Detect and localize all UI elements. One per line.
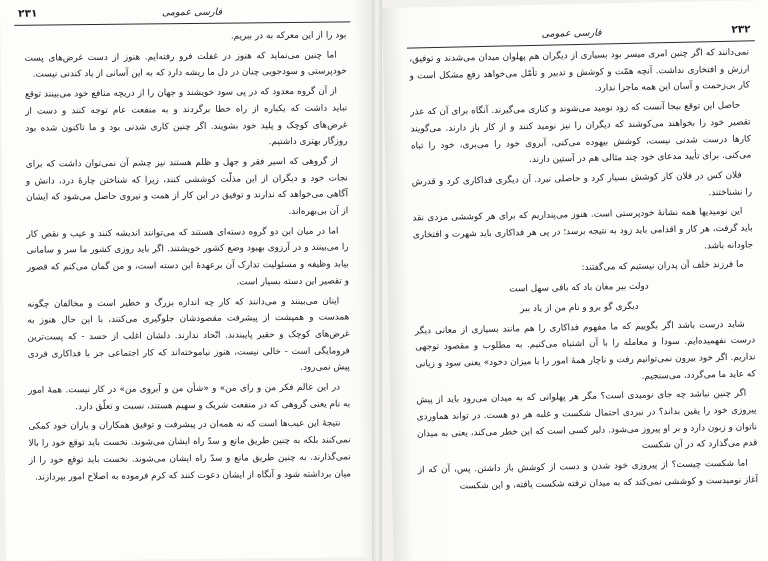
left-page — [0, 0, 378, 561]
paragraph: در این عالم فکر من و رای من» و «شأن من و آبروی من» در کار نیست. همهٔ امور به نام یعنی گروهی که در منفعت شریک و سهیم هستند، نسبت و تعلّق دارد. — [28, 382, 351, 413]
paragraph: اینان می‌بینند و می‌دانند که کار چه اندازه بزرگ و خطیر است و مخالفان چگونه همدست و همپشت از پیشرفت مقصودشان جلوگیری می‌کنند، با این حال هنوز به غرض‌های کوچک و حقیر پایبندند. اتّحاد ندارند. دلشان اغلب از حسد - که پست‌ترین فرومایگی است - خالی نیست، هنوز نیاموخته‌اند که کار اجتماعی جز با فداکاری فردی پیش نمی‌رود. — [27, 296, 350, 374]
verse-intro: ما فرزند خلف آن پدران نیستیم که می‌گفتند: — [581, 260, 744, 274]
paragraph: از آن گروه معدود که در پی سود خویشند و جهان را از دریچه منافع خود می‌بینند توقع نباید داشت که یکباره از راه خطا برگردند و به منفعت عام توجه کنند و دست از غرض‌های کوچک و پلید خود بشویند. اگر چنین کاری شدنی بود و ما تاکنون شده بود روزگار بهتری داشتیم. — [24, 86, 348, 148]
page-number-left: ۲۳۱ — [18, 7, 38, 20]
paragraph: اما در میان این دو گروه دسته‌ای هستند که می‌توانند اندیشه کنند و عیب و نقص کار را می‌بینند و در آرزوی بهبود وضع کشور خویشتند. اگر باید روزی کشور ما سر و سامانی بیابد وظیفه و مسئولیت تدارک آن برعهدهٔ این دسته است، و من گمان می‌کنم که قصور و تقصیر این دسته بسیار است. — [26, 226, 350, 288]
verse-line: دولت بیر مغان باد که باقی سهل است — [509, 281, 649, 295]
paragraph: نتیجهٔ این عیب‌ها است که نه همه‌ان در پیشرفت و توفیق همکاران و یاران خود کمکی نمی‌کنند بلکه به چنین طریق مانع و سدّ راه ایشان می‌شوند. نخست باید توقع خود را بالا نمی‌گذارند. به چنین طریق مانع و سدّ راه ایشان می‌شوند. نخست باید توقع خود را از میان برداشته شود و آنگاه از ایشان دعوت کنند که کرم فرموده به اصلاح امور بپردازند. — [28, 418, 352, 483]
paragraph: این نومیدیها همه نشانهٔ خودپرستی است. هنوز می‌پنداریم که برای هر کوششی مزدی نقد باید گرفت، هر کار و اقدامی باید زود به نتیجه برسد؛ در پی هر فداکاری باید شهرت و افتخاری جاودانه باشد. — [412, 206, 754, 252]
paragraph: اما شکست چیست؟ از پیروزی خود شدن و دست از کوشش باز داشتن. پس، آن که از آغاز نومیدست و کوششی نمی‌کند که به میدان ترفته شکست یافته، و این شکست — [417, 458, 759, 492]
paragraph: حاصل این توقع بیجا آنست که زود نومید می‌شوند و کناری می‌گیرند. آنگاه برای آن که عذر تقصیر خود را بخواهند می‌کوشند که دیگران را نیز نومید کنند و از کار باز دارند. می‌گویند کارها درست شدنی نیست، کوشش بیهوده می‌کنی، آبروی خود را می‌بری، خود را تباه می‌کنی. برای تأیید مدعای خود چند مثالی هم در آستین دارند. — [410, 100, 752, 166]
paragraph: اما چنین می‌نماید که هنوز در غفلت فرو رفته‌ایم. هنوز از دست غرض‌های پست خودپرستی و سودجویی چنان در دل ما ریشه دارد که به این آسانی از یاد کندنی نیست. — [24, 50, 347, 81]
running-title-right: فارسی عمومی — [541, 27, 602, 40]
paragraph: از گروهی که اسیر فقر و جهل و ظلم هستند نیز چشم آن نمی‌توان داشت که برای نجات خود و دیگران از این مذلّت کوششی کنند، زیرا که شناختن چارهٔ درد، دانش و آگاهی می‌خواهد که ندارند و توفیق در این کار از همت و نیروی حاصل می‌شود که ایشان از آن بی‌بهره‌اند. — [25, 156, 349, 218]
left-page-body — [24, 27, 351, 489]
paragraph: فلان کس در فلان کار کوشش بسیار کرد و حاصلی نبرد. آن دیگری فداکاری کرد و قدرش را نشناختند. — [411, 170, 753, 198]
paragraph: بود را از این معرکه به در ببریم. — [230, 30, 347, 42]
running-title-left: فارسی عمومی — [161, 6, 223, 19]
right-page-body — [409, 44, 758, 499]
book-gutter — [372, 0, 382, 561]
right-page — [382, 0, 768, 561]
paragraph: نمی‌دانند که اگر چنین امری میسر بود بسیاری از دیگران هم پهلوان میدان می‌شدند و توفیق، ارزش و افتخاری نداشت. آنچه همّت و کوشش و تدبیر و تأمّل می‌خواهد رفع مشکل است و کار بی‌زحمت و آسان این همه ماجرا ندارد. — [409, 47, 750, 95]
page-number-right: ۲۳۲ — [731, 23, 751, 36]
running-head-left — [14, 3, 350, 26]
verse-line: دیگری گو برو و نام من از یاد ببر — [520, 301, 639, 315]
paragraph: شاید درست باشد اگر بگوییم که ما مفهوم فداکاری را هم مانند بسیاری از معانی دیگر درست نفهمیده‌ایم. سودا و معامله را با آن اشتباه می‌کنیم. به مطلوب و مقصود توجهی نداریم. اگر خود بیرون نمی‌توانیم رفت و ناچار همهٔ امور را با میزان دخود» یعنی سود و زیانی که عاید ما می‌گردد، می‌سنجیم. — [414, 319, 756, 382]
paragraph: اگر چنین نباشد چه جای نومیدی است؟ مگر هر پهلوانی که به میدان می‌رود باید از پیش پیروزی خود را یقین بداند؟ در نبردی احتمال شکست و غلبه هر دو هست. در تواند هماوردی ناتوان و زبون دارد و بر او پیروز می‌شود. دلیر کسی است که این خطر می‌کند، یعنی به میدان قدم می‌گذارد که در آن شکست — [416, 388, 758, 452]
